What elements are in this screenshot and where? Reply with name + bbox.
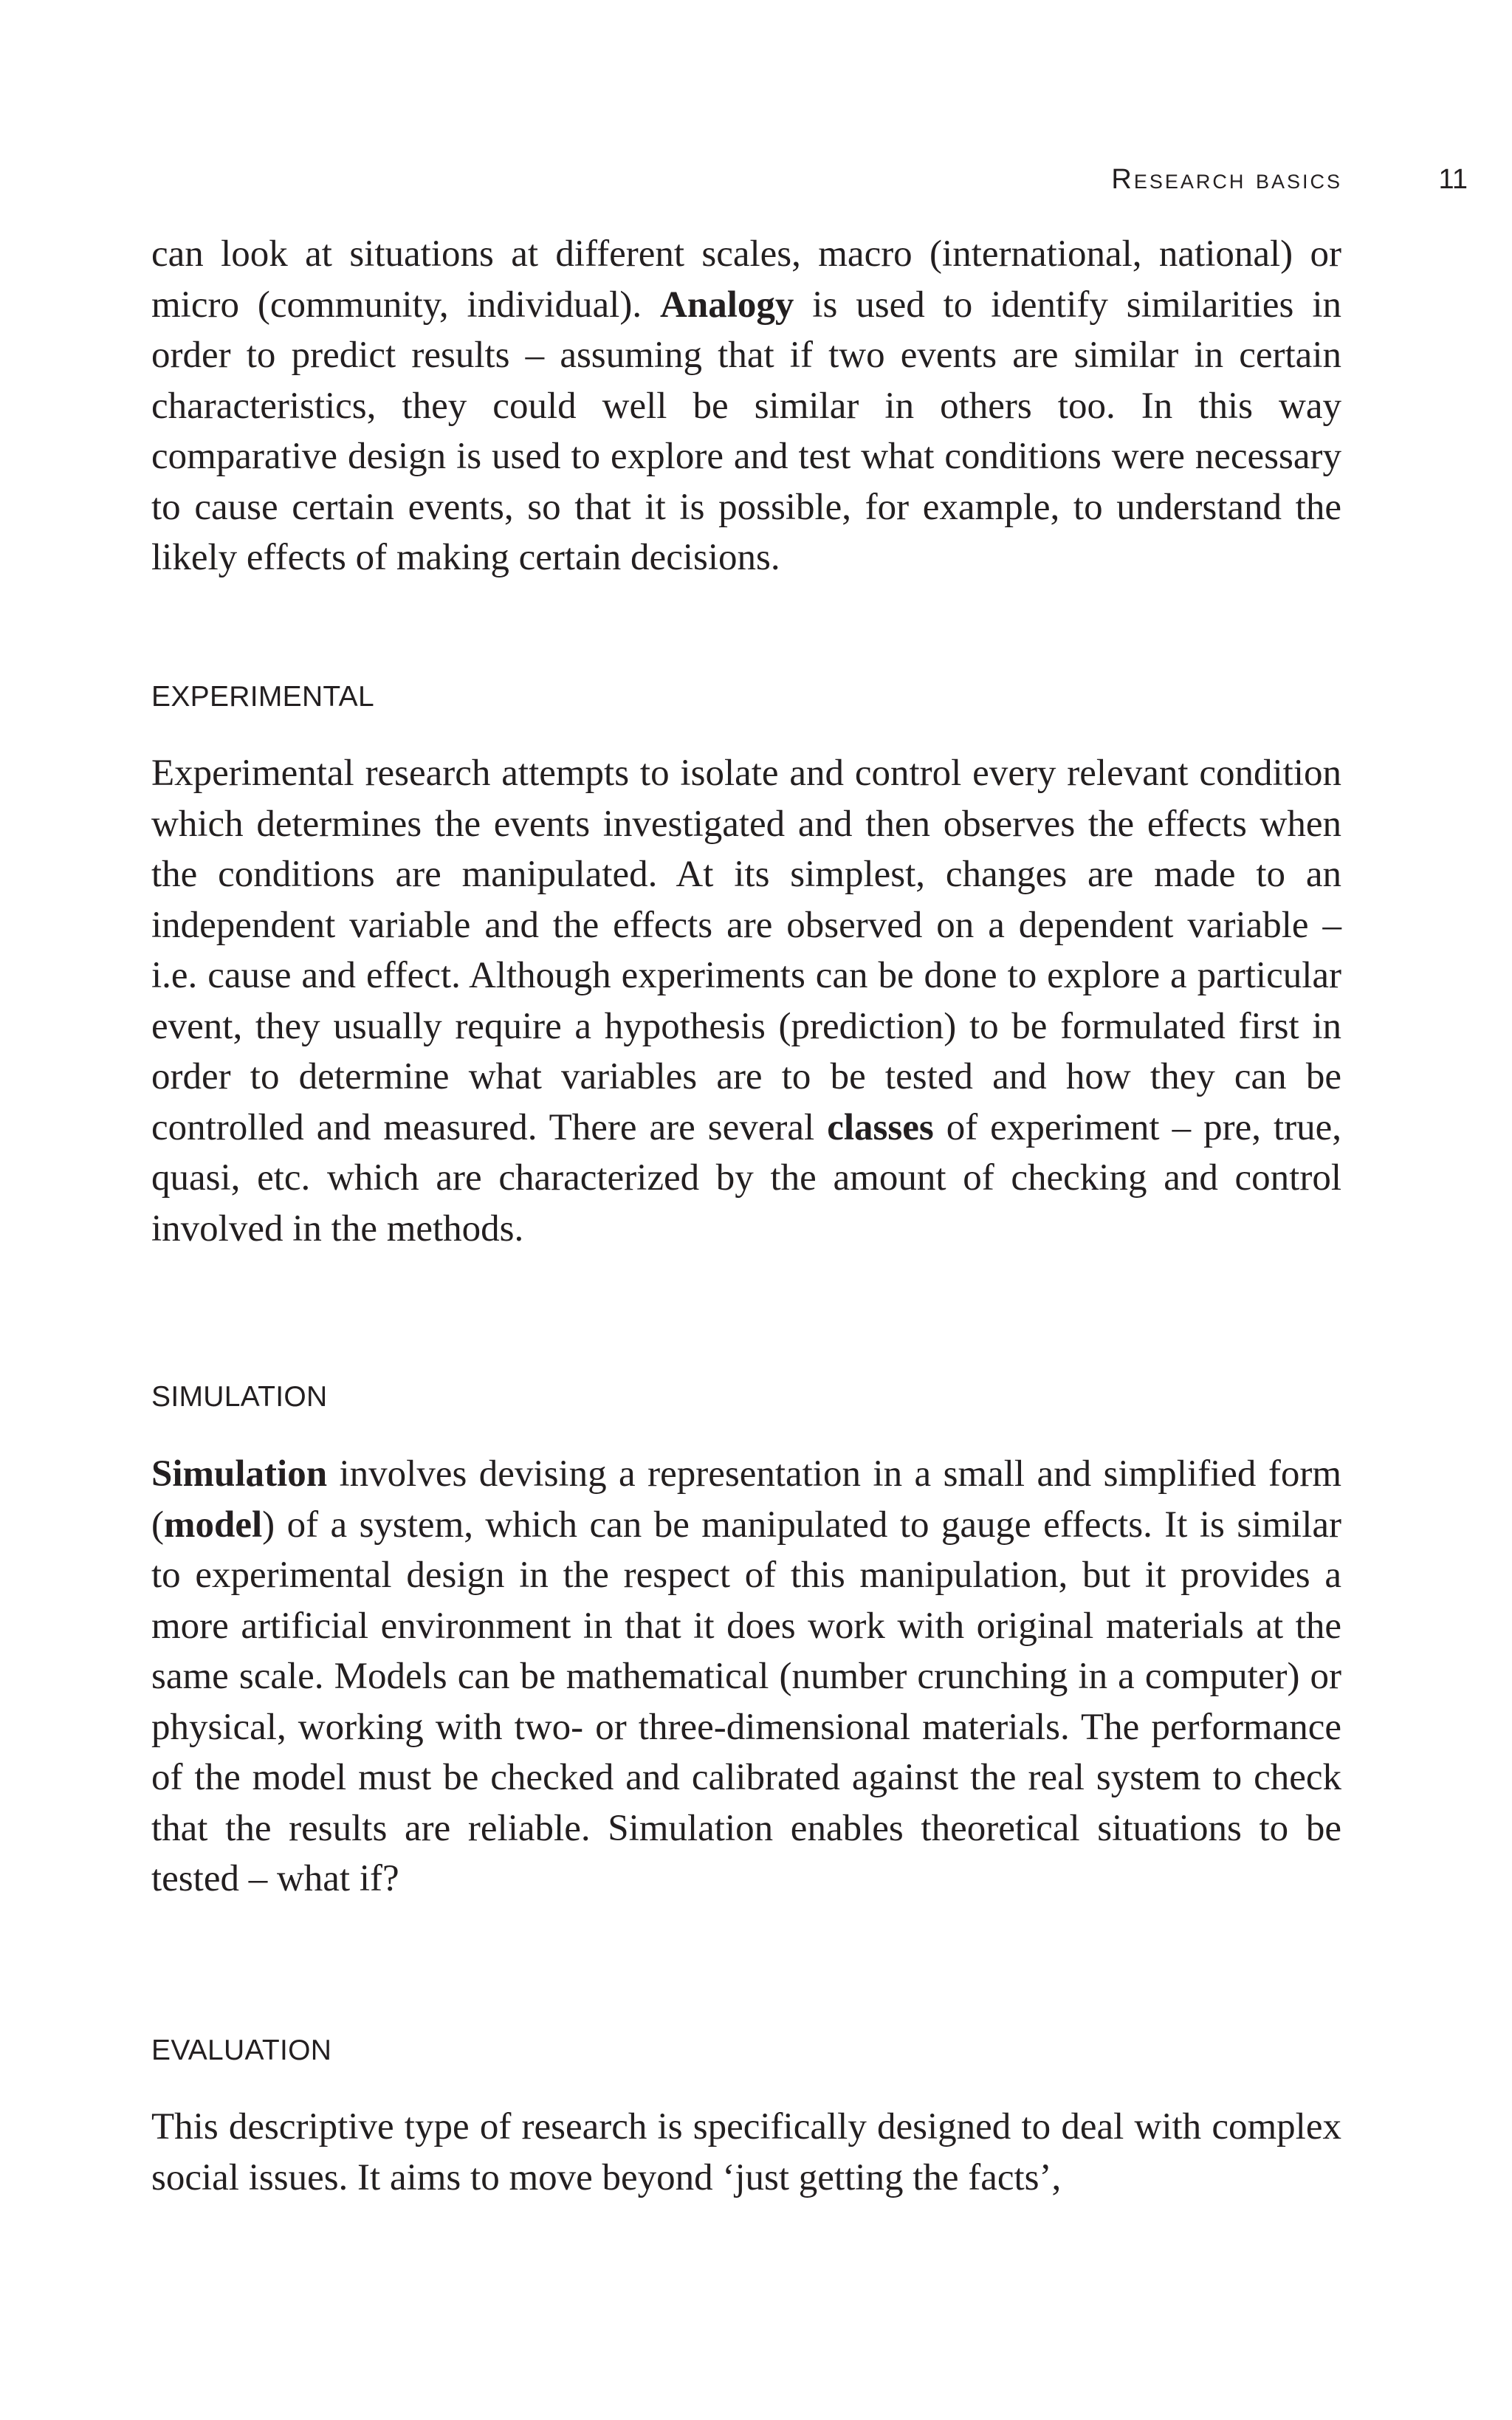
experimental-text-2: of experiment – pre, true, quasi, etc. which are characterized by the amount of checking and control involved in the methods. <box>151 1106 1341 1250</box>
simulation-text-1: involves devising a representation in a small and simplified form ( <box>151 1453 1341 1546</box>
term-analogy: Analogy <box>660 284 794 326</box>
experimental-paragraph <box>151 748 1341 1254</box>
running-head: Research basics <box>1111 164 1342 195</box>
heading-evaluation: EVALUATION <box>151 2035 332 2066</box>
experimental-text-1: Experimental research attempts to isolate and control every relevant condition which determines the events investigated and then observes the effects when the conditions are manipulated. At its simplest, changes are made to an independent variable and the effects are observed on a dependent variable – i.e. cause and effect. Although experiments can be done to explore a particular event, they usually require a hypothesis (prediction) to be formulated first in order to determine what variables are to be tested and how they can be controlled and measured. There are several <box>151 753 1341 1148</box>
term-classes: classes <box>827 1106 934 1148</box>
evaluation-paragraph <box>151 2102 1341 2203</box>
intro-text-2: is used to identify similarities in order to predict results – assuming that if two events are similar in certain characteristics, they could well be similar in others too. In this way comparative design is used to explore and test what conditions were necessary to cause certain events, so that it is possible, for example, to understand the likely effects of making certain decisions. <box>151 284 1341 578</box>
heading-experimental: EXPERIMENTAL <box>151 681 374 713</box>
intro-text-1: can look at situations at different scales, macro (international, national) or micro (community, individual). <box>151 233 1341 326</box>
term-model: model <box>163 1504 263 1546</box>
intro-paragraph <box>151 229 1341 583</box>
simulation-paragraph <box>151 1449 1341 1905</box>
term-simulation: Simulation <box>151 1453 328 1495</box>
evaluation-text-1: This descriptive type of research is specifically designed to deal with complex social issues. It aims to move beyond ‘just getting the facts’, <box>151 2106 1341 2198</box>
page-number: 11 <box>1438 164 1468 195</box>
heading-simulation: SIMULATION <box>151 1381 328 1413</box>
simulation-text-2: ) of a system, which can be manipulated to gauge effects. It is similar to experimental design in the respect of this manipulation, but it provides a more artificial environment in that it does work with original materials at the same scale. Models can be mathematical (number crunching in a computer) or physical, working with two- or three-dimensional materials. The performance of the model must be checked and calibrated against the real system to check that the results are reliable. Simulation enables theoretical situations to be tested – what if? <box>151 1504 1341 1899</box>
